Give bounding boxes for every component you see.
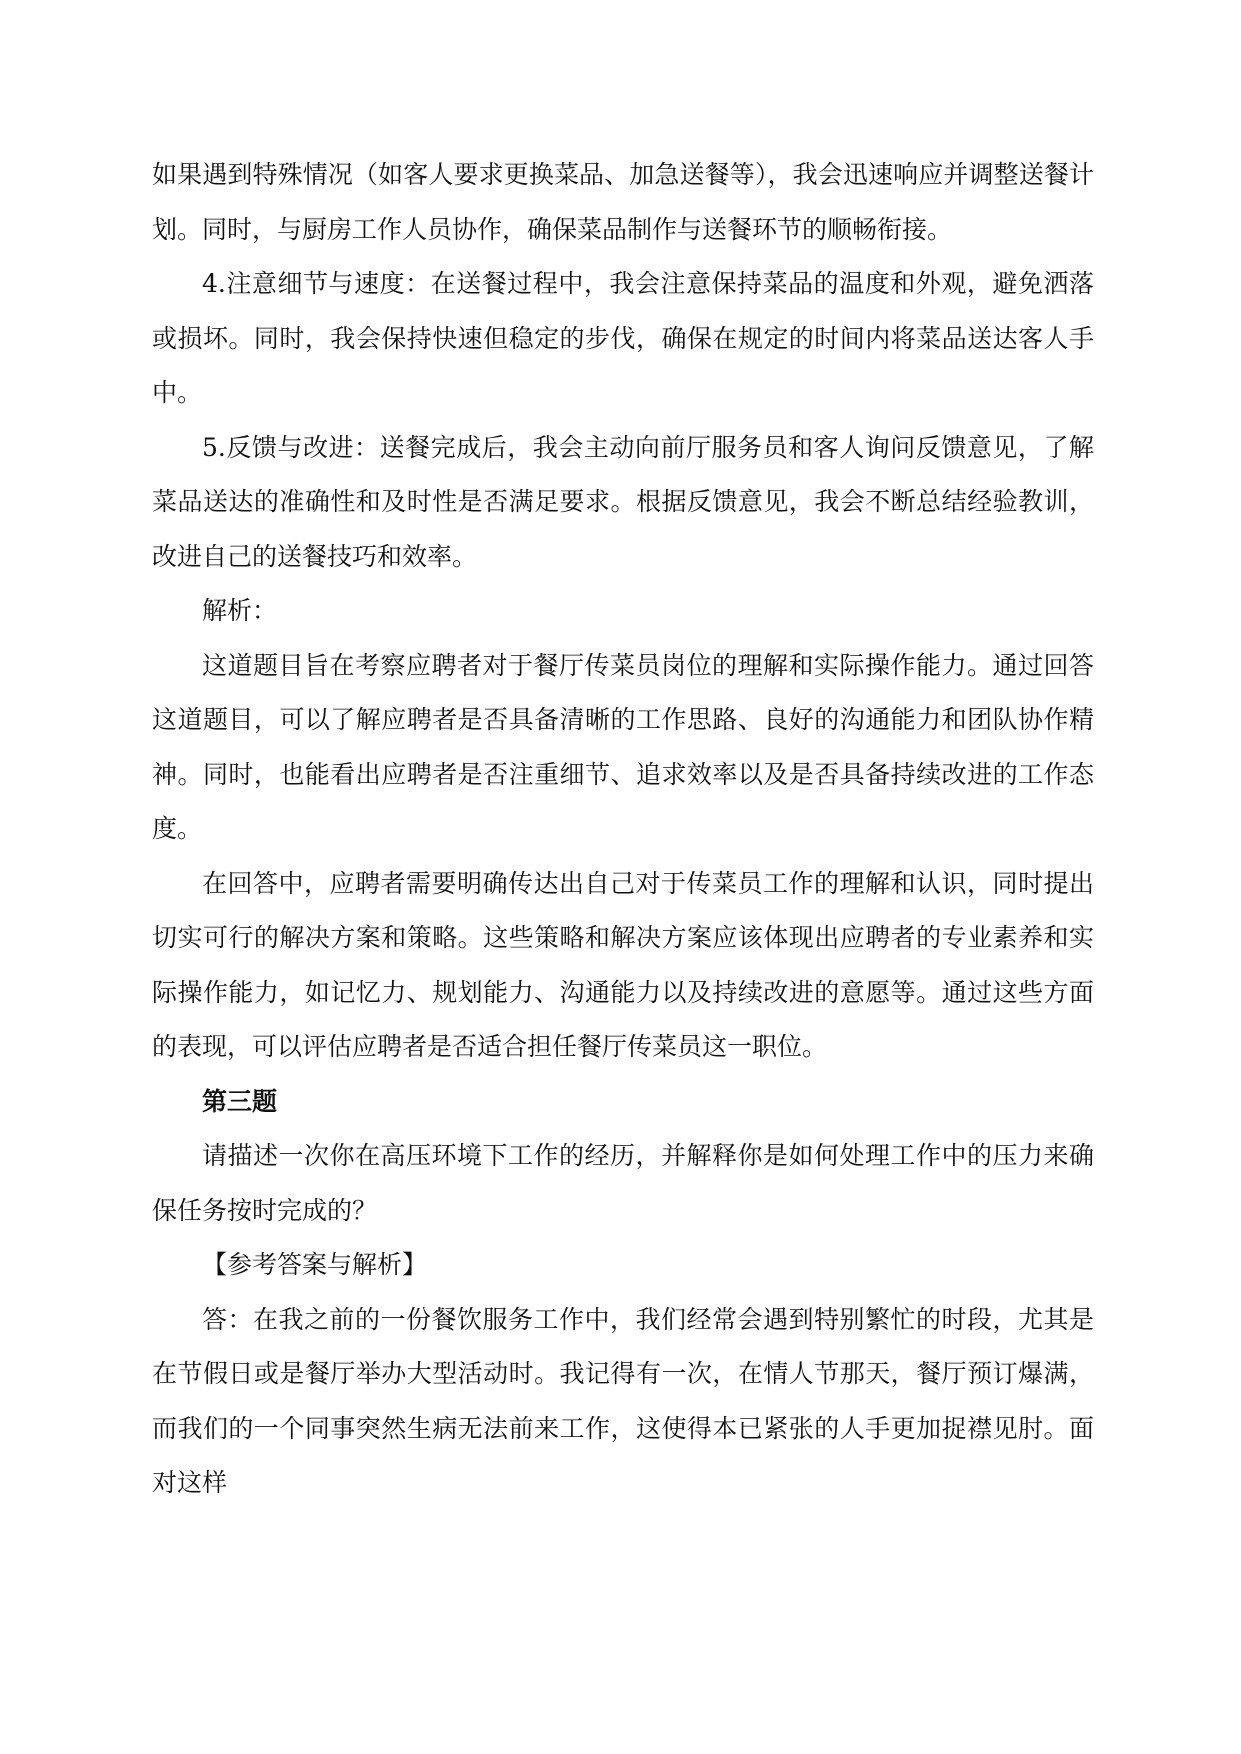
paragraph-question: 请描述一次你在高压环境下工作的经历，并解释你是如何处理工作中的压力来确保任务按时完成的？ [152,1141,1094,1225]
paragraph-analysis-label: 解析： [202,596,278,625]
paragraph-analysis-purpose: 这道题目旨在考察应聘者对于餐厅传菜员岗位的理解和实际操作能力。通过回答这道题目，可以了解应聘者是否具备清晰的工作思路、良好的沟通能力和团队协作精神。同时，也能看出应聘者是否注重细节、追求效率以及是否具备持续改进的工作态度。 [152,650,1094,843]
question-heading: 第三题 [202,1086,278,1116]
paragraph-answer: 答：在我之前的一份餐饮服务工作中，我们经常会遇到特别繁忙的时段，尤其是在节假日或是餐厅举办大型活动时。我记得有一次，在情人节那天，餐厅预订爆满，而我们的一个同事突然生病无法前来工作，这使得本已紧张的人手更加捉襟见肘。面对这样 [152,1304,1094,1497]
paragraph-answer-label: 【参考答案与解析】 [202,1250,428,1279]
document-page [152,148,1094,1511]
paragraph-special-situations: 如果遇到特殊情况（如客人要求更换菜品、加急送餐等），我会迅速响应并调整送餐计划。同时，与厨房工作人员协作，确保菜品制作与送餐环节的顺畅衔接。 [152,160,1094,244]
paragraph-detail-and-speed: 4.注意细节与速度：在送餐过程中，我会注意保持菜品的温度和外观，避免洒落或损坏。同时，我会保持快速但稳定的步伐，确保在规定的时间内将菜品送达客人手中。 [152,269,1094,407]
paragraph-feedback-and-improvement: 5.反馈与改进：送餐完成后，我会主动向前厅服务员和客人询问反馈意见，了解菜品送达的准确性和及时性是否满足要求。根据反馈意见，我会不断总结经验教训，改进自己的送餐技巧和效率。 [152,432,1094,571]
paragraph-analysis-answer: 在回答中，应聘者需要明确传达出自己对于传菜员工作的理解和认识，同时提出切实可行的解决方案和策略。这些策略和解决方案应该体现出应聘者的专业素养和实际操作能力，如记忆力、规划能力、沟通能力以及持续改进的意愿等。通过这些方面的表现，可以评估应聘者是否适合担任餐厅传菜员这一职位。 [152,868,1094,1061]
